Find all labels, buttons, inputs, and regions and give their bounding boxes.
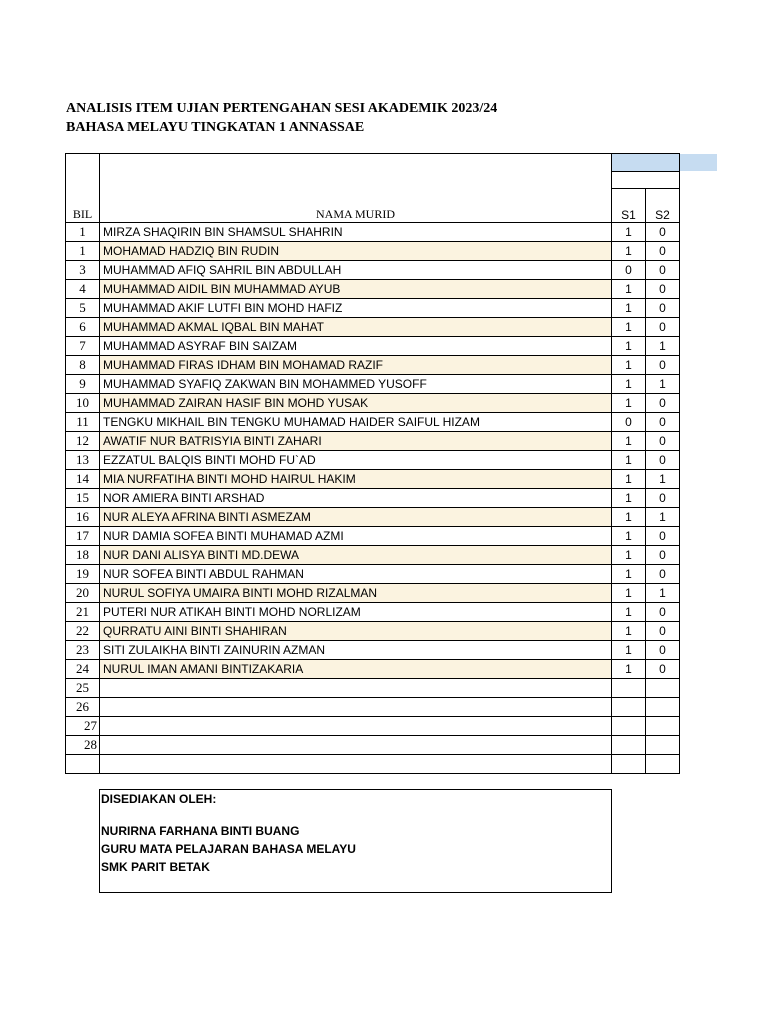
row-bil: 1 bbox=[66, 242, 100, 261]
table-row bbox=[66, 470, 680, 489]
report-subtitle: BAHASA MELAYU TINGKATAN 1 ANNASSAE bbox=[66, 120, 365, 135]
row-student-name: NUR DAMIA SOFEA BINTI MUHAMAD AZMI bbox=[100, 527, 612, 546]
row-s2-score: 0 bbox=[646, 394, 680, 413]
row-s1-score: 0 bbox=[612, 261, 646, 280]
row-bil: 9 bbox=[66, 375, 100, 394]
row-s1-score: 1 bbox=[612, 242, 646, 261]
row-s1-score: 1 bbox=[612, 584, 646, 603]
row-s1-score: 1 bbox=[612, 565, 646, 584]
row-bil: 26 bbox=[66, 698, 100, 717]
row-bil bbox=[66, 755, 100, 774]
row-bil: 21 bbox=[66, 603, 100, 622]
row-student-name: MUHAMMAD AIDIL BIN MUHAMMAD AYUB bbox=[100, 280, 612, 299]
item-group-header bbox=[612, 154, 680, 172]
row-s1-score bbox=[612, 698, 646, 717]
table-row bbox=[66, 299, 680, 318]
row-student-name: MIRZA SHAQIRIN BIN SHAMSUL SHAHRIN bbox=[100, 223, 612, 242]
row-s2-score: 0 bbox=[646, 223, 680, 242]
row-student-name: MUHAMMAD FIRAS IDHAM BIN MOHAMAD RAZIF bbox=[100, 356, 612, 375]
report-title: ANALISIS ITEM UJIAN PERTENGAHAN SESI AKADEMIK 2023/24 bbox=[66, 101, 498, 116]
row-s2-score: 0 bbox=[646, 565, 680, 584]
table-row bbox=[66, 413, 680, 432]
row-student-name: MUHAMMAD AKIF LUTFI BIN MOHD HAFIZ bbox=[100, 299, 612, 318]
row-s1-score: 1 bbox=[612, 375, 646, 394]
row-bil: 24 bbox=[66, 660, 100, 679]
row-s1-score: 1 bbox=[612, 356, 646, 375]
row-s2-score: 0 bbox=[646, 546, 680, 565]
row-s2-score bbox=[646, 679, 680, 698]
s1-header: S1 bbox=[612, 189, 646, 223]
table-header-row bbox=[66, 154, 680, 172]
row-s1-score: 1 bbox=[612, 451, 646, 470]
row-bil: 13 bbox=[66, 451, 100, 470]
row-student-name bbox=[100, 679, 612, 698]
row-student-name: MOHAMAD HADZIQ BIN RUDIN bbox=[100, 242, 612, 261]
prepared-by-school: SMK PARIT BETAK bbox=[101, 860, 210, 874]
row-bil: 28 bbox=[66, 736, 100, 755]
row-s2-score: 0 bbox=[646, 432, 680, 451]
row-s2-score bbox=[646, 736, 680, 755]
row-s1-score: 1 bbox=[612, 660, 646, 679]
row-s1-score: 1 bbox=[612, 337, 646, 356]
row-s2-score: 1 bbox=[646, 584, 680, 603]
row-s2-score: 0 bbox=[646, 413, 680, 432]
row-bil: 14 bbox=[66, 470, 100, 489]
row-s2-score: 0 bbox=[646, 242, 680, 261]
row-s1-score: 1 bbox=[612, 622, 646, 641]
table-row bbox=[66, 603, 680, 622]
table-row bbox=[66, 489, 680, 508]
prepared-by-box bbox=[99, 789, 612, 893]
table-row bbox=[66, 356, 680, 375]
row-bil: 3 bbox=[66, 261, 100, 280]
row-student-name: QURRATU AINI BINTI SHAHIRAN bbox=[100, 622, 612, 641]
row-s1-score: 1 bbox=[612, 223, 646, 242]
row-s2-score: 0 bbox=[646, 280, 680, 299]
table-row bbox=[66, 660, 680, 679]
row-bil: 19 bbox=[66, 565, 100, 584]
row-s2-score: 1 bbox=[646, 508, 680, 527]
row-bil: 16 bbox=[66, 508, 100, 527]
row-s1-score bbox=[612, 755, 646, 774]
row-bil: 18 bbox=[66, 546, 100, 565]
row-bil: 27 bbox=[66, 717, 100, 736]
row-bil: 15 bbox=[66, 489, 100, 508]
table-row bbox=[66, 375, 680, 394]
s2-header: S2 bbox=[646, 189, 680, 223]
table-row bbox=[66, 451, 680, 470]
row-bil: 1 bbox=[66, 223, 100, 242]
row-student-name: NUR DANI ALISYA BINTI MD.DEWA bbox=[100, 546, 612, 565]
table-row bbox=[66, 755, 680, 774]
table-row bbox=[66, 394, 680, 413]
row-s2-score bbox=[646, 717, 680, 736]
row-s1-score bbox=[612, 736, 646, 755]
table-row bbox=[66, 432, 680, 451]
row-student-name: MUHAMMAD ZAIRAN HASIF BIN MOHD YUSAK bbox=[100, 394, 612, 413]
row-s2-score: 0 bbox=[646, 299, 680, 318]
row-student-name: EZZATUL BALQIS BINTI MOHD FU`AD bbox=[100, 451, 612, 470]
row-bil: 12 bbox=[66, 432, 100, 451]
row-student-name: NOR AMIERA BINTI ARSHAD bbox=[100, 489, 612, 508]
name-header: NAMA MURID bbox=[100, 154, 612, 223]
row-s2-score: 0 bbox=[646, 489, 680, 508]
row-s2-score: 1 bbox=[646, 375, 680, 394]
row-s1-score: 1 bbox=[612, 641, 646, 660]
row-s2-score: 1 bbox=[646, 337, 680, 356]
table-row bbox=[66, 223, 680, 242]
row-bil: 6 bbox=[66, 318, 100, 337]
table-row bbox=[66, 698, 680, 717]
row-s1-score bbox=[612, 679, 646, 698]
row-bil: 22 bbox=[66, 622, 100, 641]
row-s1-score: 1 bbox=[612, 432, 646, 451]
row-s2-score: 0 bbox=[646, 451, 680, 470]
row-s2-score: 1 bbox=[646, 470, 680, 489]
row-bil: 11 bbox=[66, 413, 100, 432]
row-bil: 5 bbox=[66, 299, 100, 318]
bil-header: BIL bbox=[66, 154, 100, 223]
row-s1-score: 1 bbox=[612, 508, 646, 527]
row-s2-score: 0 bbox=[646, 318, 680, 337]
row-s1-score: 1 bbox=[612, 299, 646, 318]
prepared-by-label: DISEDIAKAN OLEH: bbox=[101, 792, 217, 806]
table-row bbox=[66, 527, 680, 546]
row-s2-score bbox=[646, 755, 680, 774]
row-student-name: TENGKU MIKHAIL BIN TENGKU MUHAMAD HAIDER SAIFUL HIZAM bbox=[100, 413, 612, 432]
table-row bbox=[66, 641, 680, 660]
table-row bbox=[66, 622, 680, 641]
row-s1-score: 1 bbox=[612, 394, 646, 413]
row-student-name bbox=[100, 736, 612, 755]
row-s1-score: 1 bbox=[612, 280, 646, 299]
row-student-name bbox=[100, 717, 612, 736]
row-bil: 23 bbox=[66, 641, 100, 660]
row-student-name: MIA NURFATIHA BINTI MOHD HAIRUL HAKIM bbox=[100, 470, 612, 489]
row-student-name: MUHAMMAD ASYRAF BIN SAIZAM bbox=[100, 337, 612, 356]
row-s2-score: 0 bbox=[646, 603, 680, 622]
row-student-name: AWATIF NUR BATRISYIA BINTI ZAHARI bbox=[100, 432, 612, 451]
table-row bbox=[66, 280, 680, 299]
table-row bbox=[66, 318, 680, 337]
row-student-name bbox=[100, 755, 612, 774]
table-row bbox=[66, 565, 680, 584]
row-s1-score: 1 bbox=[612, 603, 646, 622]
item-group-subheader bbox=[612, 171, 680, 189]
table-row bbox=[66, 736, 680, 755]
row-s2-score: 0 bbox=[646, 641, 680, 660]
table-row bbox=[66, 261, 680, 280]
row-bil: 7 bbox=[66, 337, 100, 356]
row-student-name: NUR ALEYA AFRINA BINTI ASMEZAM bbox=[100, 508, 612, 527]
row-s1-score: 1 bbox=[612, 318, 646, 337]
row-student-name: NUR SOFEA BINTI ABDUL RAHMAN bbox=[100, 565, 612, 584]
table-row bbox=[66, 242, 680, 261]
table-row bbox=[66, 337, 680, 356]
row-s2-score: 0 bbox=[646, 660, 680, 679]
row-s1-score: 1 bbox=[612, 470, 646, 489]
item-analysis-table bbox=[65, 153, 680, 774]
table-row bbox=[66, 679, 680, 698]
row-s1-score: 0 bbox=[612, 413, 646, 432]
row-student-name bbox=[100, 698, 612, 717]
row-bil: 4 bbox=[66, 280, 100, 299]
table-row bbox=[66, 717, 680, 736]
table-row bbox=[66, 508, 680, 527]
row-s2-score bbox=[646, 698, 680, 717]
row-s2-score: 0 bbox=[646, 622, 680, 641]
row-student-name: MUHAMMAD SYAFIQ ZAKWAN BIN MOHAMMED YUSOFF bbox=[100, 375, 612, 394]
row-student-name: PUTERI NUR ATIKAH BINTI MOHD NORLIZAM bbox=[100, 603, 612, 622]
row-student-name: MUHAMMAD AFIQ SAHRIL BIN ABDULLAH bbox=[100, 261, 612, 280]
row-bil: 8 bbox=[66, 356, 100, 375]
prepared-by-role: GURU MATA PELAJARAN BAHASA MELAYU bbox=[101, 842, 356, 856]
row-s1-score bbox=[612, 717, 646, 736]
row-student-name: SITI ZULAIKHA BINTI ZAINURIN AZMAN bbox=[100, 641, 612, 660]
row-s2-score: 0 bbox=[646, 356, 680, 375]
prepared-by-name: NURIRNA FARHANA BINTI BUANG bbox=[101, 824, 300, 838]
row-student-name: NURUL IMAN AMANI BINTIZAKARIA bbox=[100, 660, 612, 679]
row-bil: 17 bbox=[66, 527, 100, 546]
table-row bbox=[66, 546, 680, 565]
table-row bbox=[66, 584, 680, 603]
row-bil: 20 bbox=[66, 584, 100, 603]
row-student-name: NURUL SOFIYA UMAIRA BINTI MOHD RIZALMAN bbox=[100, 584, 612, 603]
row-s2-score: 0 bbox=[646, 261, 680, 280]
row-bil: 25 bbox=[66, 679, 100, 698]
row-bil: 10 bbox=[66, 394, 100, 413]
row-student-name: MUHAMMAD AKMAL IQBAL BIN MAHAT bbox=[100, 318, 612, 337]
row-s1-score: 1 bbox=[612, 489, 646, 508]
row-s1-score: 1 bbox=[612, 527, 646, 546]
row-s2-score: 0 bbox=[646, 527, 680, 546]
row-s1-score: 1 bbox=[612, 546, 646, 565]
